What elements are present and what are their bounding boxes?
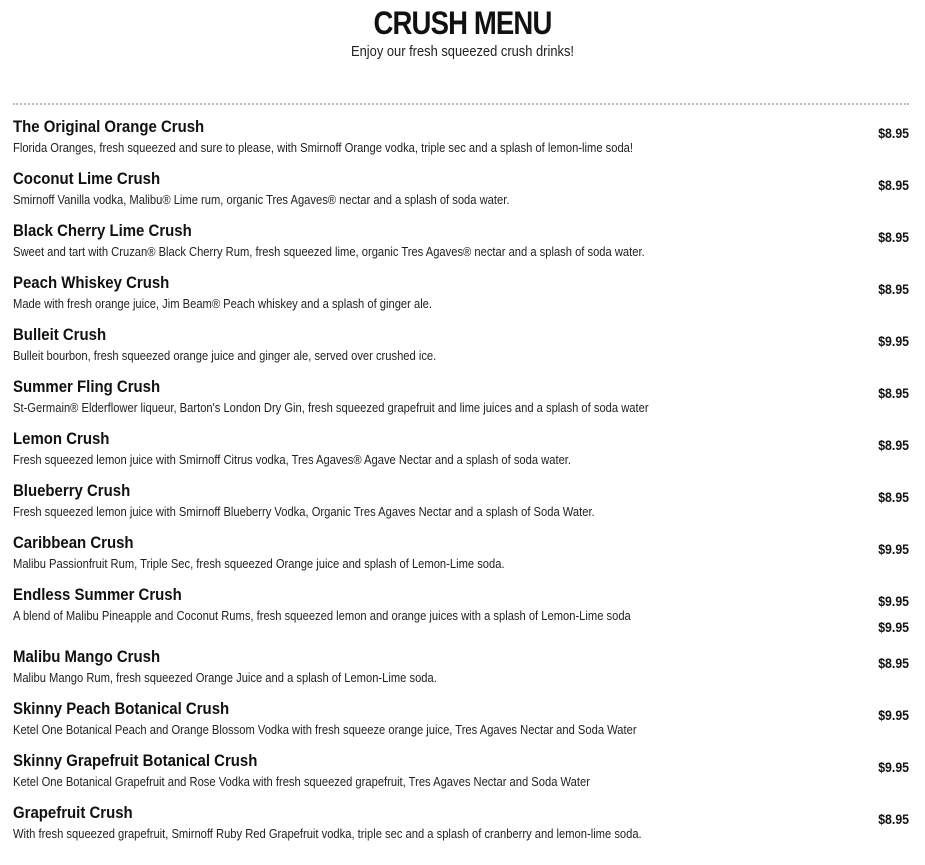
menu-item bbox=[13, 696, 909, 748]
menu-item-price: $8.95 bbox=[878, 177, 909, 193]
menu-item-name: Grapefruit Crush bbox=[13, 803, 133, 822]
menu-item-description: A blend of Malibu Pineapple and Coconut Rums, fresh squeezed lemon and orange juices with a splash of Lemon-Lime soda bbox=[13, 608, 631, 623]
menu-item bbox=[13, 582, 909, 644]
page-subtitle: Enjoy our fresh squeezed crush drinks! bbox=[350, 43, 575, 60]
menu-item-prices bbox=[874, 536, 909, 562]
menu-item-prices bbox=[874, 588, 909, 640]
menu-item-description: St-Germain® Elderflower liqueur, Barton's London Dry Gin, fresh squeezed grapefruit and lime juices and a splash of soda water bbox=[13, 400, 649, 415]
dotted-divider bbox=[13, 103, 909, 105]
menu-item-price: $9.95 bbox=[878, 619, 909, 635]
menu-item-price: $8.95 bbox=[878, 229, 909, 245]
menu-item-price: $8.95 bbox=[878, 489, 909, 505]
menu-item-description: Made with fresh orange juice, Jim Beam® Peach whiskey and a splash of ginger ale. bbox=[13, 296, 433, 311]
menu-item bbox=[13, 800, 909, 852]
menu-item bbox=[13, 748, 909, 800]
menu-item-price: $9.95 bbox=[878, 541, 909, 557]
menu-item-prices bbox=[874, 754, 909, 780]
menu-item-description: Malibu Mango Rum, fresh squeezed Orange Juice and a splash of Lemon-Lime soda. bbox=[13, 670, 437, 685]
menu-item-description: Florida Oranges, fresh squeezed and sure to please, with Smirnoff Orange vodka, triple sec and a splash of lemon-lime soda! bbox=[13, 140, 634, 155]
menu-item bbox=[13, 218, 909, 270]
menu-item bbox=[13, 644, 909, 696]
menu-item-name: Endless Summer Crush bbox=[13, 585, 182, 604]
menu-item-description: Smirnoff Vanilla vodka, Malibu® Lime rum, organic Tres Agaves® nectar and a splash of soda water. bbox=[13, 192, 510, 207]
menu-item-name: Peach Whiskey Crush bbox=[13, 273, 170, 292]
menu-item-prices bbox=[874, 172, 909, 198]
menu-item-prices bbox=[874, 120, 909, 146]
menu-item-name: Summer Fling Crush bbox=[13, 377, 161, 396]
menu-item-prices bbox=[874, 276, 909, 302]
menu-item-description: Bulleit bourbon, fresh squeezed orange juice and ginger ale, served over crushed ice. bbox=[13, 348, 437, 363]
menu-item bbox=[13, 166, 909, 218]
menu-item-description: Malibu Passionfruit Rum, Triple Sec, fresh squeezed Orange juice and splash of Lemon-Lime soda. bbox=[13, 556, 505, 571]
menu-item-price: $8.95 bbox=[878, 385, 909, 401]
menu-item bbox=[13, 530, 909, 582]
menu-item-description: Sweet and tart with Cruzan® Black Cherry Rum, fresh squeezed lime, organic Tres Agaves® nectar and a splash of soda water. bbox=[13, 244, 645, 259]
menu-item bbox=[13, 270, 909, 322]
menu-item-price: $8.95 bbox=[878, 125, 909, 141]
menu-item-prices bbox=[874, 380, 909, 406]
menu-item-prices bbox=[874, 484, 909, 510]
menu-item-price: $9.95 bbox=[878, 707, 909, 723]
menu-item-prices bbox=[874, 224, 909, 250]
menu-item-description: With fresh squeezed grapefruit, Smirnoff Ruby Red Grapefruit vodka, triple sec and a splash of cranberry and lemon-lime soda. bbox=[13, 826, 642, 841]
menu-item-name: Lemon Crush bbox=[13, 429, 110, 448]
menu-item bbox=[13, 322, 909, 374]
menu-item-name: Skinny Grapefruit Botanical Crush bbox=[13, 751, 258, 770]
menu-item bbox=[13, 478, 909, 530]
menu-item-description: Ketel One Botanical Peach and Orange Blossom Vodka with fresh squeeze orange juice, Tres Agaves Nectar and Soda Water bbox=[13, 722, 637, 737]
menu-item-price: $9.95 bbox=[878, 593, 909, 609]
menu-item-price: $9.95 bbox=[878, 333, 909, 349]
menu-item-description: Fresh squeezed lemon juice with Smirnoff Citrus vodka, Tres Agaves® Agave Nectar and a splash of soda water. bbox=[13, 452, 572, 467]
menu-item-price: $8.95 bbox=[878, 281, 909, 297]
menu-item-price: $8.95 bbox=[878, 811, 909, 827]
menu-item-name: Skinny Peach Botanical Crush bbox=[13, 699, 230, 718]
menu-item bbox=[13, 374, 909, 426]
menu-item-prices bbox=[874, 702, 909, 728]
menu-item-description: Fresh squeezed lemon juice with Smirnoff Blueberry Vodka, Organic Tres Agaves Nectar and a splash of Soda Water. bbox=[13, 504, 595, 519]
menu-item-prices bbox=[874, 432, 909, 458]
menu-item-name: The Original Orange Crush bbox=[13, 117, 205, 136]
menu-item-name: Blueberry Crush bbox=[13, 481, 131, 500]
menu-item-description: Ketel One Botanical Grapefruit and Rose Vodka with fresh squeezed grapefruit, Tres Agaves Nectar and Soda Water bbox=[13, 774, 590, 789]
menu-item-prices bbox=[874, 650, 909, 676]
menu-item bbox=[13, 426, 909, 478]
menu-item bbox=[13, 114, 909, 166]
menu-item-name: Coconut Lime Crush bbox=[13, 169, 161, 188]
menu-item-name: Bulleit Crush bbox=[13, 325, 107, 344]
page-title: CRUSH MENU bbox=[373, 5, 552, 41]
menu-item-price: $9.95 bbox=[878, 759, 909, 775]
menu-item-prices bbox=[874, 328, 909, 354]
menu-item-name: Caribbean Crush bbox=[13, 533, 134, 552]
menu-header bbox=[0, 0, 925, 62]
menu-item-name: Black Cherry Lime Crush bbox=[13, 221, 192, 240]
menu-item-prices bbox=[874, 806, 909, 832]
menu-list bbox=[13, 114, 909, 852]
menu-item-price: $8.95 bbox=[878, 437, 909, 453]
menu-item-price: $8.95 bbox=[878, 655, 909, 671]
menu-item-name: Malibu Mango Crush bbox=[13, 647, 161, 666]
